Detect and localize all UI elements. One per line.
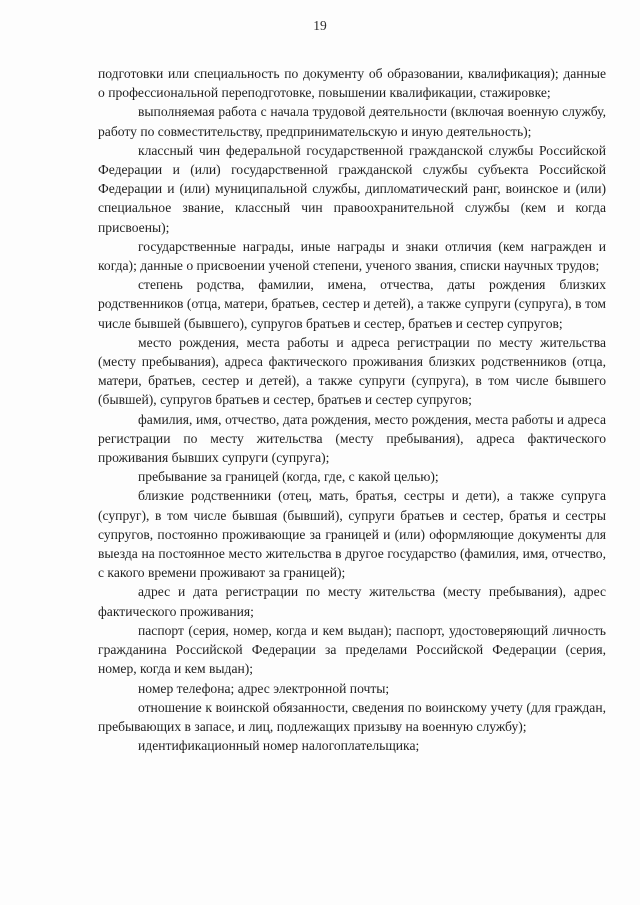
paragraph-6: место рождения, места работы и адреса регистрации по месту жительства (месту пребывания), адреса фактического проживания близких родственников (отца, матери, братьев, сестер и детей), а также супруги (супруга), в том числе бывшего (бывшей), супругов братьев и сестер, братьев и сестер супругов; bbox=[98, 334, 606, 408]
paragraph-10: адрес и дата регистрации по месту жительства (месту пребывания), адрес фактического проживания; bbox=[98, 584, 606, 619]
paragraph-7: фамилия, имя, отчество, дата рождения, место рождения, места работы и адреса регистрации по месту жительства (месту пребывания), адреса фактического проживания бывших супруги (супруга); bbox=[98, 411, 606, 466]
paragraph-2: выполняемая работа с начала трудовой деятельности (включая военную службу, работу по совместительству, предпринимательскую и иную деятельность); bbox=[98, 104, 606, 139]
paragraph-8: пребывание за границей (когда, где, с какой целью); bbox=[138, 469, 439, 485]
paragraph-14: идентификационный номер налогоплательщика; bbox=[138, 738, 420, 754]
body-text bbox=[98, 64, 606, 755]
page-number: 19 bbox=[313, 18, 327, 33]
paragraph-1: подготовки или специальность по документу об образовании, квалификация); данные о профессиональной переподготовке, повышении квалификации, стажировке; bbox=[98, 66, 606, 101]
paragraph-9: близкие родственники (отец, мать, братья, сестры и дети), а также супруга (супруг), в том числе бывшая (бывший), супруги братьев и сестер, братья и сестры супругов, постоянно проживающие за границей и (или) оформляющие документы для выезда на постоянное место жительства в другое государство (фамилия, имя, отчество, с какого времени проживают за границей); bbox=[98, 488, 606, 581]
paragraph-4: государственные награды, иные награды и знаки отличия (кем награжден и когда); данные о присвоении ученой степени, ученого звания, списки научных трудов; bbox=[98, 238, 606, 274]
paragraph-3: классный чин федеральной государственной гражданской службы Российской Федерации и (или) государственной гражданской службы субъекта Российской Федерации и (или) муниципальной службы, дипломатический ранг, воинское и (или) специальное звание, классный чин правоохранительной службы (кем и когда присвоены); bbox=[98, 142, 606, 235]
paragraph-5: степень родства, фамилии, имена, отчества, даты рождения близких родственников (отца, матери, братьев, сестер и детей), а также супруги (супруга), в том числе бывшей (бывшего), супругов братьев и сестер, братьев и сестер супругов; bbox=[98, 277, 606, 331]
paragraph-11: паспорт (серия, номер, когда и кем выдан); паспорт, удостоверяющий личность гражданина Российской Федерации за пределами Российской Федерации (серия, номер, когда и кем выдан); bbox=[98, 622, 606, 677]
paragraph-13: отношение к воинской обязанности, сведения по воинскому учету (для граждан, пребывающих в запасе, и лиц, подлежащих призыву на военную службу); bbox=[98, 699, 606, 734]
paragraph-12: номер телефона; адрес электронной почты; bbox=[138, 680, 390, 696]
